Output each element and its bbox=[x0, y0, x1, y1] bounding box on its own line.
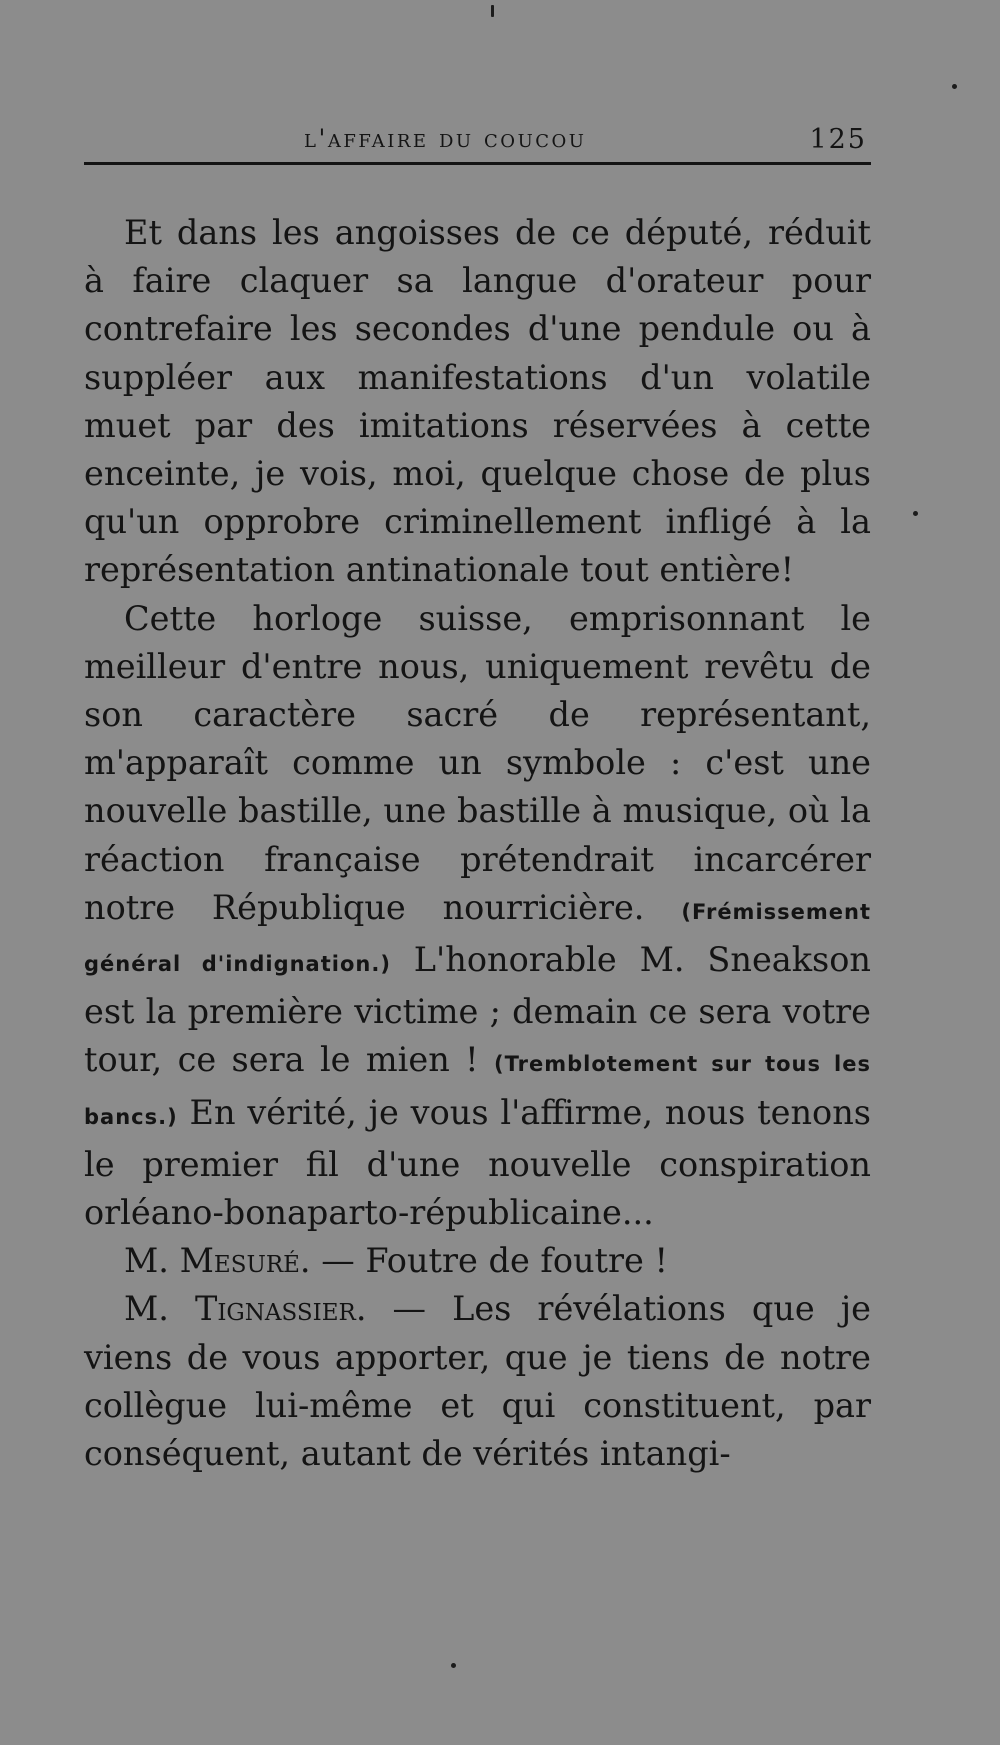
paragraph-4-text: — Les révélations que je viens de vous apporter, que je tiens de notre collègue lui-même et qui constituent, par conséquent, autant de vérités intangi- bbox=[84, 1289, 871, 1474]
body-text bbox=[84, 209, 871, 1478]
speaker-mesure: M. Mesuré. bbox=[124, 1241, 311, 1281]
paragraph-2 bbox=[84, 595, 871, 1238]
book-page bbox=[84, 118, 871, 1478]
page-number: 125 bbox=[809, 124, 867, 155]
stage-direction-1: (Frémissement général d'indignation.) bbox=[84, 899, 871, 977]
paragraph-2-text-c: En vérité, je vous l'affirme, nous tenons le premier fil d'une nouvelle conspiration orléano-bonaparto-républicaine... bbox=[84, 1092, 871, 1233]
scan-speck bbox=[913, 511, 918, 516]
paragraph-3-text: — Foutre de foutre ! bbox=[310, 1241, 668, 1281]
scan-speck bbox=[491, 5, 494, 17]
header-rule bbox=[84, 162, 871, 165]
running-title: l'affaire du coucou bbox=[304, 124, 587, 153]
scan-speck bbox=[451, 1663, 456, 1668]
paragraph-2-text-a: Cette horloge suisse, emprisonnant le meilleur d'entre nous, uniquement revêtu de son caractère sacré de représentant, m'apparaît comme un symbole : c'est une nouvelle bastille, une bastille à musique, où la réaction française prétendrait incarcérer notre République nourricière. bbox=[84, 598, 871, 927]
speaker-tignassier: M. Tignassier. bbox=[124, 1289, 367, 1329]
running-head bbox=[84, 118, 871, 162]
paragraph-4 bbox=[84, 1285, 871, 1478]
paragraph-2-text-b: L'honorable M. Sneakson est la première victime ; demain ce sera votre tour, ce sera le mien ! bbox=[84, 940, 871, 1080]
paragraph-3 bbox=[84, 1237, 871, 1285]
paragraph-1: Et dans les angoisses de ce député, réduit à faire claquer sa langue d'orateur pour contrefaire les secondes d'une pendule ou à suppléer aux manifestations d'un volatile muet par des imitations réservées à cette enceinte, je vois, moi, quelque chose de plus qu'un opprobre criminellement infligé à la représentation antinationale tout entière! bbox=[84, 213, 871, 590]
stage-direction-2: (Tremblotement sur tous les bancs.) bbox=[84, 1052, 871, 1129]
scan-speck bbox=[952, 84, 957, 89]
